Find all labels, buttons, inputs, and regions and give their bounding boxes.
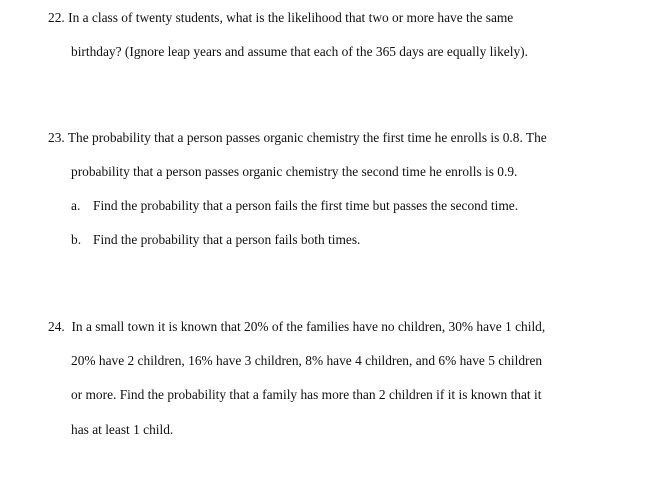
question-text: The probability that a person passes organic chemistry the first time he enrolls is 0.8. The [67, 130, 547, 145]
question-text: birthday? (Ignore leap years and assume that each of the 365 days are equally likely). [71, 44, 528, 59]
sub-question-b [71, 232, 360, 248]
question-number: 22. [48, 10, 65, 25]
sub-question-text: Find the probability that a person fails both times. [93, 232, 361, 247]
sub-question-label: b. [71, 232, 82, 247]
question-line [48, 130, 547, 146]
sub-question-label: a. [71, 198, 81, 213]
question-line [48, 10, 513, 26]
sub-question-a [71, 198, 518, 214]
question-text: has at least 1 child. [71, 422, 174, 437]
question-text: 20% have 2 children, 16% have 3 children, 8% have 4 children, and 6% have 5 children [71, 353, 543, 368]
question-text: In a class of twenty students, what is the likelihood that two or more have the same [68, 10, 514, 25]
question-text: or more. Find the probability that a family has more than 2 children if it is known that it [71, 387, 542, 402]
question-number: 23. [48, 130, 65, 145]
question-text: probability that a person passes organic chemistry the second time he enrolls is 0.9. [71, 164, 518, 179]
question-text: In a small town it is known that 20% of the families have no children, 30% have 1 child, [71, 319, 546, 334]
question-number: 24. [48, 319, 65, 334]
question-line [48, 319, 545, 335]
sub-question-text: Find the probability that a person fails the first time but passes the second time. [93, 198, 519, 213]
